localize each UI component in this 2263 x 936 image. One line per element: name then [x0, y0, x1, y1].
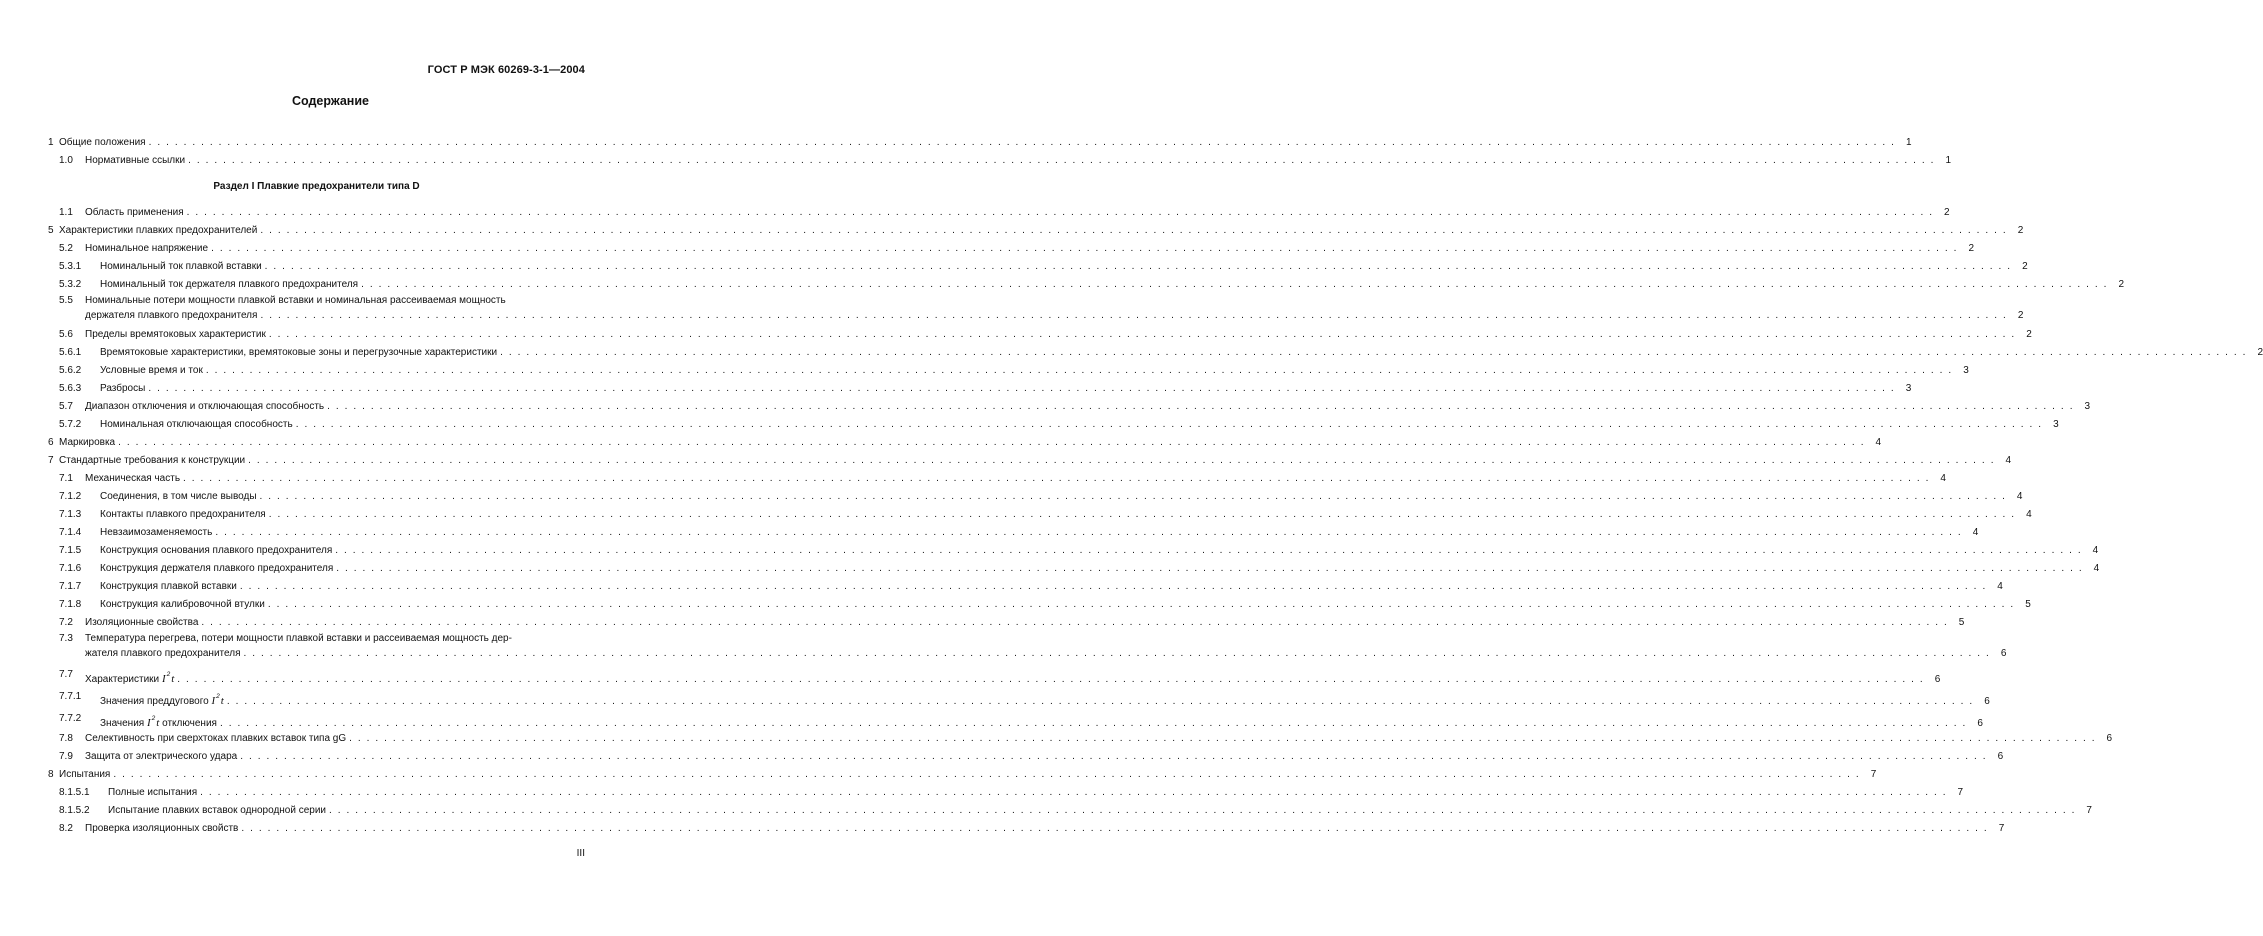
toc-entry-page: 3 — [2084, 401, 2091, 412]
toc-entry-page: 2 — [1944, 207, 1950, 218]
toc-entry-page: 4 — [2016, 491, 2023, 502]
dot-leader: . . . . . . . . . . . . . . . . . . . . . . . . . . . . . . . . . . . . . . . . . . . . . . . . . . . . . . . . . . . . . . . . . . . . . . . . . . . . . . . . . . . . . . . . . . . . . . . . . . . . . . . . . . . . . . . . . . . . . . . . . . . . . . . . . . . . . . . . . . . . . . . . . . . . . . . . . . . . . . . . . . . . . . . . . . . . . . . . . . . . . . . . . . . . . . . . . . . . . . . . — [349, 733, 2097, 744]
toc-entry-number: 7 — [48, 455, 54, 466]
dot-leader: . . . . . . . . . . . . . . . . . . . . . . . . . . . . . . . . . . . . . . . . . . . . . . . . . . . . . . . . . . . . . . . . . . . . . . . . . . . . . . . . . . . . . . . . . . . . . . . . . . . . . . . . . . . . . . . . . . . . . . . . . . . . . . . . . . . . . . . . . . . . . . . . . . . . . . . . . . . . . . . . . . . . . . . . . . . . . . . . . . . . . . . . . . . . . . . . . . . . . . . . — [295, 419, 2043, 430]
toc-entry-text: Конструкция калибровочной втулки — [100, 599, 265, 610]
toc-entry-page: 3 — [1905, 383, 1912, 394]
symbol-time: t — [156, 717, 160, 729]
toc-entry-number: 5.3.1 — [59, 261, 82, 272]
dot-leader: . . . . . . . . . . . . . . . . . . . . . . . . . . . . . . . . . . . . . . . . . . . . . . . . . . . . . . . . . . . . . . . . . . . . . . . . . . . . . . . . . . . . . . . . . . . . . . . . . . . . . . . . . . . . . . . . . . . . . . . . . . . . . . . . . . . . . . . . . . . . . . . . . . . . . . . . . . . . . . . . . . . . . . . . . . . . . . . . . . . . . . . . . . . . . . . . . . . . . . . . — [329, 805, 2076, 816]
dot-leader: . . . . . . . . . . . . . . . . . . . . . . . . . . . . . . . . . . . . . . . . . . . . . . . . . . . . . . . . . . . . . . . . . . . . . . . . . . . . . . . . . . . . . . . . . . . . . . . . . . . . . . . . . . . . . . . . . . . . . . . . . . . . . . . . . . . . . . . . . . . . . . . . . . . . . . . . . . . . . . . . . . . . . . . . . . . . . . . . . . . . . . . . . . . . . . . . . . . . . . . . — [248, 455, 1996, 466]
dot-leader: . . . . . . . . . . . . . . . . . . . . . . . . . . . . . . . . . . . . . . . . . . . . . . . . . . . . . . . . . . . . . . . . . . . . . . . . . . . . . . . . . . . . . . . . . . . . . . . . . . . . . . . . . . . . . . . . . . . . . . . . . . . . . . . . . . . . . . . . . . . . . . . . . . . . . . . . . . . . . . . . . . . . . . . . . . . . . . . . . . . . . . . . . . . . . . . . . . . . . . . . — [113, 769, 1861, 780]
toc-entry-page: 4 — [2005, 455, 2012, 466]
toc-entry — [48, 748, 2004, 766]
toc-entry-page: 4 — [2092, 545, 2099, 556]
toc-entry-number: 1.1 — [59, 207, 73, 218]
toc-entry — [48, 596, 2031, 614]
toc-entry-number: 7.1.7 — [59, 581, 82, 592]
document-code: ГОСТ Р МЭК 60269-3-1—2004 — [427, 64, 585, 76]
toc-entry-text: Характеристики плавких предохранителей — [59, 225, 258, 236]
toc-entry-number: 7.7.1 — [59, 691, 82, 702]
dot-leader: . . . . . . . . . . . . . . . . . . . . . . . . . . . . . . . . . . . . . . . . . . . . . . . . . . . . . . . . . . . . . . . . . . . . . . . . . . . . . . . . . . . . . . . . . . . . . . . . . . . . . . . . . . . . . . . . . . . . . . . . . . . . . . . . . . . . . . . . . . . . . . . . . . . . . . . . . . . . . . . . . . . . . . . . . . . . . . . . . . . . . . . . . . . . . . . . . . . . . . . . — [268, 329, 2016, 340]
toc-entry — [48, 560, 2100, 578]
toc-entry-number: 7.3 — [59, 633, 73, 644]
toc-entry-text: Селективность при сверхтоках плавких вставок типа gG — [85, 733, 347, 744]
toc-entry — [48, 470, 1946, 488]
toc-entry-text-pre: Значения преддугового — [100, 696, 209, 707]
dot-leader: . . . . . . . . . . . . . . . . . . . . . . . . . . . . . . . . . . . . . . . . . . . . . . . . . . . . . . . . . . . . . . . . . . . . . . . . . . . . . . . . . . . . . . . . . . . . . . . . . . . . . . . . . . . . . . . . . . . . . . . . . . . . . . . . . . . . . . . . . . . . . . . . . . . . . . . . . . . . . . . . . . . . . . . . . . . . . . . . . . . . . . . . . . . . . . . . . . . . . . . . — [118, 437, 1866, 448]
toc-entry-text: Проверка изоляционных свойств — [85, 823, 239, 834]
dot-leader: . . . . . . . . . . . . . . . . . . . . . . . . . . . . . . . . . . . . . . . . . . . . . . . . . . . . . . . . . . . . . . . . . . . . . . . . . . . . . . . . . . . . . . . . . . . . . . . . . . . . . . . . . . . . . . . . . . . . . . . . . . . . . . . . . . . . . . . . . . . . . . . . . . . . . . . . . . . . . . . . . . . . . . . . . . . . . . . . . . . . . . . . . . . . . . . . . . . . . . . . — [240, 751, 1988, 762]
dot-leader: . . . . . . . . . . . . . . . . . . . . . . . . . . . . . . . . . . . . . . . . . . . . . . . . . . . . . . . . . . . . . . . . . . . . . . . . . . . . . . . . . . . . . . . . . . . . . . . . . . . . . . . . . . . . . . . . . . . . . . . . . . . . . . . . . . . . . . . . . . . . . . . . . . . . . . . . . . . . . . . . . . . . . . . . . . . . . . . . . . . . . . . . . . . . . . . . . . . . . . . . — [200, 787, 1948, 798]
dot-leader: . . . . . . . . . . . . . . . . . . . . . . . . . . . . . . . . . . . . . . . . . . . . . . . . . . . . . . . . . . . . . . . . . . . . . . . . . . . . . . . . . . . . . . . . . . . . . . . . . . . . . . . . . . . . . . . . . . . . . . . . . . . . . . . . . . . . . . . . . . . . . . . . . . . . . . . . . . . . . . . . . . . . . . . . . . . . . . . . . . . . . . . . . . . . . . . . . . . . . . . . — [211, 243, 1959, 254]
toc-entry-text: Номинальная отключающая способность — [100, 419, 293, 430]
toc-entry-number: 5.6 — [59, 329, 73, 340]
toc-entry-page: 3 — [2053, 419, 2059, 430]
toc-entry — [48, 542, 2099, 560]
dot-leader: . . . . . . . . . . . . . . . . . . . . . . . . . . . . . . . . . . . . . . . . . . . . . . . . . . . . . . . . . . . . . . . . . . . . . . . . . . . . . . . . . . . . . . . . . . . . . . . . . . . . . . . . . . . . . . . . . . . . . . . . . . . . . . . . . . . . . . . . . . . . . . . . . . . . . . . . . . . . . . . . . . . . . . . . . . . . . . . . . . . . . . . . . . . . . . . . . . . . . . . . — [186, 207, 1934, 218]
toc-entry-text-post: отключения — [162, 718, 217, 729]
toc-entry-page: 1 — [1905, 137, 1912, 148]
dot-leader: . . . . . . . . . . . . . . . . . . . . . . . . . . . . . . . . . . . . . . . . . . . . . . . . . . . . . . . . . . . . . . . . . . . . . . . . . . . . . . . . . . . . . . . . . . . . . . . . . . . . . . . . . . . . . . . . . . . . . . . . . . . . . . . . . . . . . . . . . . . . . . . . . . . . . . . . . . . . . . . . . . . . . . . . . . . . . . . . . . . . . . . . . . . . . . . . . . . . . . . . — [205, 365, 1953, 376]
toc-entry — [48, 632, 2007, 664]
toc-entry-text-continued: жателя плавкого предохранителя — [85, 648, 241, 659]
toc-entry-text: Маркировка — [59, 437, 116, 448]
toc-entry-page: 1 — [1945, 155, 1952, 166]
toc-entry-text: Разбросы — [100, 383, 146, 394]
toc-entry-text: Номинальное напряжение — [85, 243, 209, 254]
toc-entry-number: 5.7.2 — [59, 419, 82, 430]
toc-entry — [48, 664, 1941, 686]
toc-entry-page: 2 — [2022, 261, 2028, 272]
toc-entry-page: 6 — [2000, 648, 2007, 659]
toc-entry-page: 6 — [1977, 718, 1983, 729]
toc-entry-text: Испытания — [59, 769, 111, 780]
toc-entry-page: 2 — [2026, 329, 2032, 340]
toc-entry-number: 5.3.2 — [59, 279, 82, 290]
toc-entry-number: 5.6.2 — [59, 365, 82, 376]
toc-entry-page: 2 — [2257, 347, 2263, 358]
toc-entry-number: 6 — [48, 437, 54, 448]
page-number: III — [576, 848, 585, 859]
dot-leader: . . . . . . . . . . . . . . . . . . . . . . . . . . . . . . . . . . . . . . . . . . . . . . . . . . . . . . . . . . . . . . . . . . . . . . . . . . . . . . . . . . . . . . . . . . . . . . . . . . . . . . . . . . . . . . . . . . . . . . . . . . . . . . . . . . . . . . . . . . . . . . . . . . . . . . . . . . . . . . . . . . . . . . . . . . . . . . . . . . . . . . . . . . . . . . . . . . . . . . . . — [188, 155, 1936, 166]
toc-entry-text: Защита от электрического удара — [85, 751, 238, 762]
symbol-exponent: 2 — [166, 671, 171, 678]
toc-entry — [48, 452, 2012, 470]
dot-leader: . . . . . . . . . . . . . . . . . . . . . . . . . . . . . . . . . . . . . . . . . . . . . . . . . . . . . . . . . . . . . . . . . . . . . . . . . . . . . . . . . . . . . . . . . . . . . . . . . . . . . . . . . . . . . . . . . . . . . . . . . . . . . . . . . . . . . . . . . . . . . . . . . . . . . . . . . . . . . . . . . . . . . . . . . . . . . . . . . . . . . . . . . . . . . . . . . . . . . . . . — [259, 491, 2007, 502]
dot-leader: . . . . . . . . . . . . . . . . . . . . . . . . . . . . . . . . . . . . . . . . . . . . . . . . . . . . . . . . . . . . . . . . . . . . . . . . . . . . . . . . . . . . . . . . . . . . . . . . . . . . . . . . . . . . . . . . . . . . . . . . . . . . . . . . . . . . . . . . . . . . . . . . . . . . . . . . . . . . . . . . . . . . . . . . . . . . . . . . . . . . . . . . . . . . . . . . . . . . . . . . — [268, 509, 2016, 520]
toc-entry-page: 4 — [1972, 527, 1979, 538]
dot-leader: . . . . . . . . . . . . . . . . . . . . . . . . . . . . . . . . . . . . . . . . . . . . . . . . . . . . . . . . . . . . . . . . . . . . . . . . . . . . . . . . . . . . . . . . . . . . . . . . . . . . . . . . . . . . . . . . . . . . . . . . . . . . . . . . . . . . . . . . . . . . . . . . . . . . . . . . . . . . . . . . . . . . . . . . . . . . . . . . . . . . . . . . . . . . . . . . . . . . . . . . — [361, 279, 2109, 290]
dot-leader: . . . . . . . . . . . . . . . . . . . . . . . . . . . . . . . . . . . . . . . . . . . . . . . . . . . . . . . . . . . . . . . . . . . . . . . . . . . . . . . . . . . . . . . . . . . . . . . . . . . . . . . . . . . . . . . . . . . . . . . . . . . . . . . . . . . . . . . . . . . . . . . . . . . . . . . . . . . . . . . . . . . . . . . . . . . . . . . . . . . . . . . . . . . . . . . . . . . . . . . . — [327, 401, 2075, 412]
toc-entry-number: 8 — [48, 769, 54, 780]
toc-entry-text: Изоляционные свойства — [85, 617, 199, 628]
toc-entry-text: Времятоковые характеристики, времятоковые зоны и перегрузочные характеристики — [100, 347, 498, 358]
dot-leader: . . . . . . . . . . . . . . . . . . . . . . . . . . . . . . . . . . . . . . . . . . . . . . . . . . . . . . . . . . . . . . . . . . . . . . . . . . . . . . . . . . . . . . . . . . . . . . . . . . . . . . . . . . . . . . . . . . . . . . . . . . . . . . . . . . . . . . . . . . . . . . . . . . . . . . . . . . . . . . . . . . . . . . . . . . . . . . . . . . . . . . . . . . . . . . . . . . . . . . . . — [264, 261, 2012, 272]
toc-entry-text: Конструкция основания плавкого предохранителя — [100, 545, 333, 556]
toc-entry-text: Область применения — [85, 207, 184, 218]
dot-leader: . . . . . . . . . . . . . . . . . . . . . . . . . . . . . . . . . . . . . . . . . . . . . . . . . . . . . . . . . . . . . . . . . . . . . . . . . . . . . . . . . . . . . . . . . . . . . . . . . . . . . . . . . . . . . . . . . . . . . . . . . . . . . . . . . . . . . . . . . . . . . . . . . . . . . . . . . . . . . . . . . . . . . . . . . . . . . . . . . . . . . . . . . . . . . . . . . . . . . . . . — [260, 225, 2008, 236]
toc-entry — [48, 240, 1975, 258]
toc-entry-page: 4 — [2026, 509, 2032, 520]
toc-entry-number: 5.2 — [59, 243, 73, 254]
toc-entry-page: 4 — [1875, 437, 1882, 448]
dot-leader: . . . . . . . . . . . . . . . . . . . . . . . . . . . . . . . . . . . . . . . . . . . . . . . . . . . . . . . . . . . . . . . . . . . . . . . . . . . . . . . . . . . . . . . . . . . . . . . . . . . . . . . . . . . . . . . . . . . . . . . . . . . . . . . . . . . . . . . . . . . . . . . . . . . . . . . . . . . . . . . . . . . . . . . . . . . . . . . . . . . . . . . . . . . . . . . . . . . . . . . . — [177, 674, 1925, 685]
toc-entry-number: 7.1.3 — [59, 509, 82, 520]
toc-entry-text-continued: держателя плавкого предохранителя — [85, 310, 258, 321]
toc-entry-page: 7 — [1957, 787, 1964, 798]
toc-entry-number: 7.1.2 — [59, 491, 82, 502]
dot-leader: . . . . . . . . . . . . . . . . . . . . . . . . . . . . . . . . . . . . . . . . . . . . . . . . . . . . . . . . . . . . . . . . . . . . . . . . . . . . . . . . . . . . . . . . . . . . . . . . . . . . . . . . . . . . . . . . . . . . . . . . . . . . . . . . . . . . . . . . . . . . . . . . . . . . . . . . . . . . . . . . . . . . . . . . . . . . . . . . . . . . . . . . . . . . . . . . . . . . . . . . — [215, 527, 1963, 538]
toc-entry-text: Нормативные ссылки — [85, 155, 186, 166]
dot-leader: . . . . . . . . . . . . . . . . . . . . . . . . . . . . . . . . . . . . . . . . . . . . . . . . . . . . . . . . . . . . . . . . . . . . . . . . . . . . . . . . . . . . . . . . . . . . . . . . . . . . . . . . . . . . . . . . . . . . . . . . . . . . . . . . . . . . . . . . . . . . . . . . . . . . . . . . . . . . . . . . . . . . . . . . . . . . . . . . . . . . . . . . . . . . . . . . . . . . . . . . — [260, 310, 2008, 321]
toc-entry-text: Механическая часть — [85, 473, 181, 484]
dot-leader: . . . . . . . . . . . . . . . . . . . . . . . . . . . . . . . . . . . . . . . . . . . . . . . . . . . . . . . . . . . . . . . . . . . . . . . . . . . . . . . . . . . . . . . . . . . . . . . . . . . . . . . . . . . . . . . . . . . . . . . . . . . . . . . . . . . . . . . . . . . . . . . . . . . . . . . . . . . . . . . . . . . . . . . . . . . . . . . . . . . . . . . . . . . . . . . . . . . . . . . . — [336, 563, 2084, 574]
toc-entry — [48, 134, 1912, 152]
toc-entry-number: 7.1.8 — [59, 599, 82, 610]
toc-entry — [48, 398, 2091, 416]
toc-entry-page: 6 — [2106, 733, 2113, 744]
toc-entry — [48, 524, 1979, 542]
toc-entry-page: 2 — [2118, 279, 2125, 290]
dot-leader: . . . . . . . . . . . . . . . . . . . . . . . . . . . . . . . . . . . . . . . . . . . . . . . . . . . . . . . . . . . . . . . . . . . . . . . . . . . . . . . . . . . . . . . . . . . . . . . . . . . . . . . . . . . . . . . . . . . . . . . . . . . . . . . . . . . . . . . . . . . . . . . . . . . . . . . . . . . . . . . . . . . . . . . . . . . . . . . . . . . . . . . . . . . . . . . . . . . . . . . . — [148, 383, 1896, 394]
toc-entry-number: 5.5 — [59, 295, 73, 306]
toc-entry — [48, 294, 2024, 326]
toc-entry-number: 5.6.1 — [59, 347, 82, 358]
toc-entry — [48, 222, 2024, 240]
toc-entry-number: 7.8 — [59, 733, 73, 744]
dot-leader: . . . . . . . . . . . . . . . . . . . . . . . . . . . . . . . . . . . . . . . . . . . . . . . . . . . . . . . . . . . . . . . . . . . . . . . . . . . . . . . . . . . . . . . . . . . . . . . . . . . . . . . . . . . . . . . . . . . . . . . . . . . . . . . . . . . . . . . . . . . . . . . . . . . . . . . . . . . . . . . . . . . . . . . . . . . . . . . . . . . . . . . . . . . . . . . . . . . . . . . . — [241, 823, 1989, 834]
toc-entry-page: 6 — [1997, 751, 2004, 762]
toc-entry-number: 7.1 — [59, 473, 73, 484]
toc-entry-page: 6 — [1934, 674, 1941, 685]
toc-entry-number: 7.1.6 — [59, 563, 82, 574]
toc-entry-text: Пределы времятоковых характеристик — [85, 329, 266, 340]
toc-entry — [48, 686, 1990, 708]
toc-entry — [48, 434, 1882, 452]
toc-entry-text: Диапазон отключения и отключающая способность — [85, 401, 325, 412]
toc-entry — [48, 362, 1969, 380]
toc-entry — [48, 258, 2028, 276]
toc-entry-page: 5 — [1958, 617, 1965, 628]
toc-entry-text: Конструкция держателя плавкого предохранителя — [100, 563, 334, 574]
symbol-current: I — [161, 673, 166, 685]
dot-leader: . . . . . . . . . . . . . . . . . . . . . . . . . . . . . . . . . . . . . . . . . . . . . . . . . . . . . . . . . . . . . . . . . . . . . . . . . . . . . . . . . . . . . . . . . . . . . . . . . . . . . . . . . . . . . . . . . . . . . . . . . . . . . . . . . . . . . . . . . . . . . . . . . . . . . . . . . . . . . . . . . . . . . . . . . . . . . . . . . . . . . . . . . . . . . . . . . . . . . . . . — [335, 545, 2083, 556]
toc-entry — [48, 784, 1964, 802]
toc-entry — [48, 204, 1950, 222]
toc-entry-page: 3 — [1963, 365, 1969, 376]
toc-entry-number: 7.1.5 — [59, 545, 82, 556]
toc-entry-page: 4 — [1997, 581, 2003, 592]
toc-entry — [48, 276, 2125, 294]
toc-entry-page: 4 — [1940, 473, 1946, 484]
dot-leader: . . . . . . . . . . . . . . . . . . . . . . . . . . . . . . . . . . . . . . . . . . . . . . . . . . . . . . . . . . . . . . . . . . . . . . . . . . . . . . . . . . . . . . . . . . . . . . . . . . . . . . . . . . . . . . . . . . . . . . . . . . . . . . . . . . . . . . . . . . . . . . . . . . . . . . . . . . . . . . . . . . . . . . . . . . . . . . . . . . . . . . . . . . . . . . . . . . . . . . . . — [239, 581, 1987, 592]
toc-entry-text: Соединения, в том числе выводы — [100, 491, 257, 502]
toc-entry-page: 5 — [2025, 599, 2031, 610]
dot-leader: . . . . . . . . . . . . . . . . . . . . . . . . . . . . . . . . . . . . . . . . . . . . . . . . . . . . . . . . . . . . . . . . . . . . . . . . . . . . . . . . . . . . . . . . . . . . . . . . . . . . . . . . . . . . . . . . . . . . . . . . . . . . . . . . . . . . . . . . . . . . . . . . . . . . . . . . . . . . . . . . . . . . . . . . . . . . . . . . . . . . . . . . . . . . . . . . . . . . . . . . — [500, 347, 2248, 358]
dot-leader: . . . . . . . . . . . . . . . . . . . . . . . . . . . . . . . . . . . . . . . . . . . . . . . . . . . . . . . . . . . . . . . . . . . . . . . . . . . . . . . . . . . . . . . . . . . . . . . . . . . . . . . . . . . . . . . . . . . . . . . . . . . . . . . . . . . . . . . . . . . . . . . . . . . . . . . . . . . . . . . . . . . . . . . . . . . . . . . . . . . . . . . . . . . . . . . . . . . . . . . . — [243, 648, 1991, 659]
toc-entry — [48, 488, 2023, 506]
toc-entry-text: Полные испытания — [108, 787, 198, 798]
toc-entry-number: 1 — [48, 137, 54, 148]
toc-entry-number: 7.2 — [59, 617, 73, 628]
toc-entry-number: 8.1.5.1 — [59, 787, 90, 798]
toc-entry — [48, 766, 1877, 784]
toc-entry — [48, 614, 1965, 632]
dot-leader: . . . . . . . . . . . . . . . . . . . . . . . . . . . . . . . . . . . . . . . . . . . . . . . . . . . . . . . . . . . . . . . . . . . . . . . . . . . . . . . . . . . . . . . . . . . . . . . . . . . . . . . . . . . . . . . . . . . . . . . . . . . . . . . . . . . . . . . . . . . . . . . . . . . . . . . . . . . . . . . . . . . . . . . . . . . . . . . . . . . . . . . . . . . . . . . . . . . . . . . . — [201, 617, 1949, 628]
toc-entry-text: Номинальные потери мощности плавкой вставки и номинальная рассеиваемая мощность — [85, 295, 506, 306]
dot-leader: . . . . . . . . . . . . . . . . . . . . . . . . . . . . . . . . . . . . . . . . . . . . . . . . . . . . . . . . . . . . . . . . . . . . . . . . . . . . . . . . . . . . . . . . . . . . . . . . . . . . . . . . . . . . . . . . . . . . . . . . . . . . . . . . . . . . . . . . . . . . . . . . . . . . . . . . . . . . . . . . . . . . . . . . . . . . . . . . . . . . . . . . . . . . . . . . . . . . . . . . — [267, 599, 2015, 610]
toc-entry-text-pre: Характеристики — [85, 674, 160, 685]
dot-leader: . . . . . . . . . . . . . . . . . . . . . . . . . . . . . . . . . . . . . . . . . . . . . . . . . . . . . . . . . . . . . . . . . . . . . . . . . . . . . . . . . . . . . . . . . . . . . . . . . . . . . . . . . . . . . . . . . . . . . . . . . . . . . . . . . . . . . . . . . . . . . . . . . . . . . . . . . . . . . . . . . . . . . . . . . . . . . . . . . . . . . . . . . . . . . . . . . . . . . . . . — [219, 718, 1967, 729]
toc-entry-number: 5.6.3 — [59, 383, 82, 394]
symbol-time: t — [171, 673, 175, 685]
toc-entry-text: Контакты плавкого предохранителя — [100, 509, 266, 520]
toc-entry-number: 8.1.5.2 — [59, 805, 90, 816]
toc-entry-text: Стандартные требования к конструкции — [59, 455, 246, 466]
toc-entry-text: Условные время и ток — [100, 365, 203, 376]
toc-section-heading: Раздел I Плавкие предохранители типа D — [213, 181, 420, 192]
toc-entry-page: 7 — [1870, 769, 1877, 780]
toc-entry-text: Испытание плавких вставок однородной серии — [108, 805, 327, 816]
toc-entry-page: 7 — [2086, 805, 2092, 816]
toc-entry — [48, 344, 2263, 362]
toc-entry-number: 5.7 — [59, 401, 73, 412]
toc-entry-page: 2 — [2017, 310, 2024, 321]
dot-leader: . . . . . . . . . . . . . . . . . . . . . . . . . . . . . . . . . . . . . . . . . . . . . . . . . . . . . . . . . . . . . . . . . . . . . . . . . . . . . . . . . . . . . . . . . . . . . . . . . . . . . . . . . . . . . . . . . . . . . . . . . . . . . . . . . . . . . . . . . . . . . . . . . . . . . . . . . . . . . . . . . . . . . . . . . . . . . . . . . . . . . . . . . . . . . . . . . . . . . . . . — [226, 696, 1974, 707]
symbol-exponent: 2 — [151, 715, 156, 722]
toc-entry-page: 6 — [1984, 696, 1990, 707]
page-title: Содержание — [291, 94, 369, 108]
toc-entry-text: Номинальный ток держателя плавкого предохранителя — [100, 279, 359, 290]
dot-leader: . . . . . . . . . . . . . . . . . . . . . . . . . . . . . . . . . . . . . . . . . . . . . . . . . . . . . . . . . . . . . . . . . . . . . . . . . . . . . . . . . . . . . . . . . . . . . . . . . . . . . . . . . . . . . . . . . . . . . . . . . . . . . . . . . . . . . . . . . . . . . . . . . . . . . . . . . . . . . . . . . . . . . . . . . . . . . . . . . . . . . . . . . . . . . . . . . . . . . . . . — [148, 137, 1896, 148]
toc-entry-text-pre: Значения — [100, 718, 145, 729]
toc-entry-text: Температура перегрева, потери мощности плавкой вставки и рассеиваемая мощность дер- — [85, 633, 512, 644]
toc-entry — [48, 326, 2032, 344]
dot-leader: . . . . . . . . . . . . . . . . . . . . . . . . . . . . . . . . . . . . . . . . . . . . . . . . . . . . . . . . . . . . . . . . . . . . . . . . . . . . . . . . . . . . . . . . . . . . . . . . . . . . . . . . . . . . . . . . . . . . . . . . . . . . . . . . . . . . . . . . . . . . . . . . . . . . . . . . . . . . . . . . . . . . . . . . . . . . . . . . . . . . . . . . . . . . . . . . . . . . . . . . — [183, 473, 1930, 484]
toc-entry — [48, 380, 1912, 398]
toc-entry-text: Конструкция плавкой вставки — [100, 581, 237, 592]
toc-entry — [48, 416, 2059, 434]
toc-entry-page: 7 — [1998, 823, 2005, 834]
toc-entry-number: 7.1.4 — [59, 527, 82, 538]
table-of-contents — [48, 134, 2263, 838]
toc-entry — [48, 506, 2032, 524]
symbol-time: t — [220, 695, 224, 707]
toc-entry-page: 2 — [1968, 243, 1975, 254]
toc-entry-text: Невзаимозаменяемость — [100, 527, 213, 538]
toc-entry-number: 5 — [48, 225, 54, 236]
toc-entry — [48, 578, 2003, 596]
toc-entry-page: 4 — [2093, 563, 2100, 574]
symbol-current: I — [146, 717, 151, 729]
toc-entry-number: 7.7 — [59, 669, 73, 680]
symbol-exponent: 2 — [216, 693, 220, 700]
toc-entry — [48, 820, 2005, 838]
symbol-current: I — [211, 695, 216, 707]
toc-entry — [48, 802, 2092, 820]
toc-entry-number: 8.2 — [59, 823, 73, 834]
toc-entry — [48, 152, 1952, 170]
toc-entry-text: Номинальный ток плавкой вставки — [100, 261, 262, 272]
toc-entry-number: 1.0 — [59, 155, 73, 166]
toc-entry-number: 7.7.2 — [59, 713, 82, 724]
toc-entry-text: Общие положения — [59, 137, 146, 148]
toc-entry-page: 2 — [2017, 225, 2024, 236]
toc-entry — [48, 730, 2113, 748]
toc-entry — [48, 708, 1983, 730]
toc-entry-number: 7.9 — [59, 751, 73, 762]
